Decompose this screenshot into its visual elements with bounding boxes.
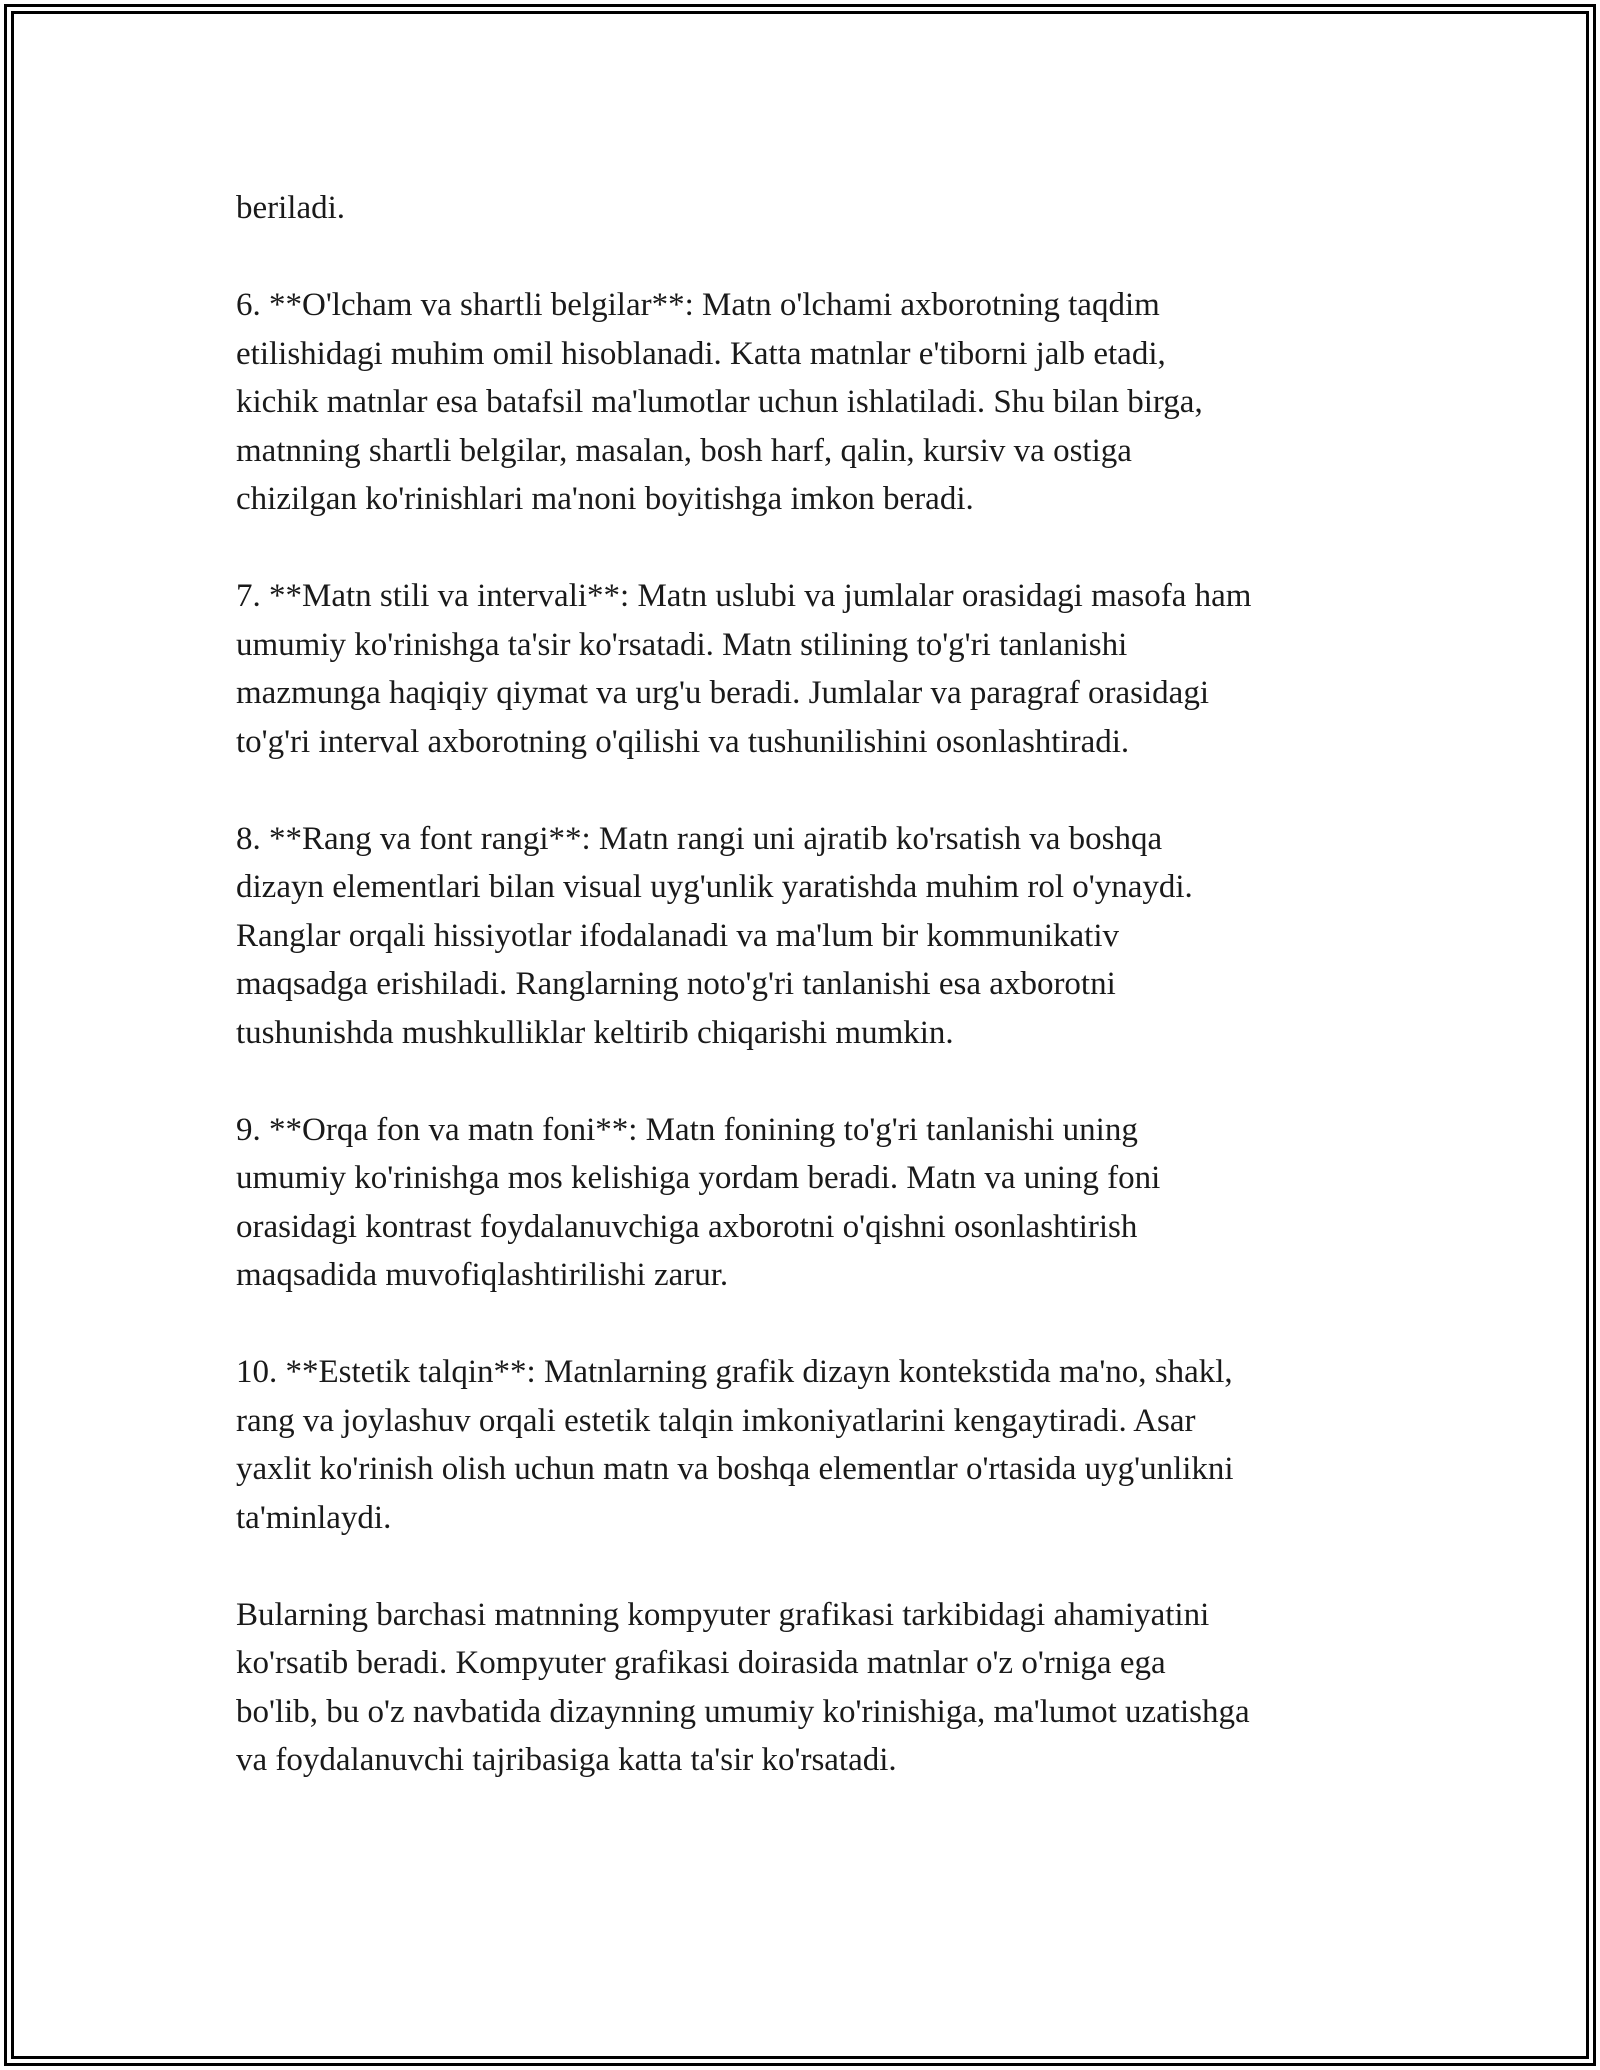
paragraph-item-8: 8. **Rang va font rangi**: Matn rangi uni ajratib ko'rsatish va boshqa dizayn elementlari bilan visual uyg'unlik yaratishda muhim rol o'ynaydi. Ranglar orqali hissiyotlar ifodalanadi va ma'lum bir kommunikativ maqsadga erishiladi. Ranglarning noto'g'ri tanlanishi esa axborotni tushunishda mushkulliklar keltirib chiqarishi mumkin.	[236, 820, 1193, 1051]
paragraph-item-9: 9. **Orqa fon va matn foni**: Matn fonining to'g'ri tanlanishi uning umumiy ko'rinishga mos kelishiga yordam beradi. Matn va uning foni orasidagi kontrast foydalanuvchiga axborotni o'qishni osonlashtirish maqsadida muvofiqlashtirilishi zarur.	[236, 1111, 1161, 1293]
paragraph-conclusion: Bularning barchasi matnning kompyuter grafikasi tarkibidagi ahamiyatini ko'rsatib beradi. Kompyuter grafikasi doirasida matnlar o'z o'rniga ega bo'lib, bu o'z navbatida dizaynning umumiy ko'rinishiga, ma'lumot uzatishga va foydalanuvchi tajribasiga katta ta'sir ko'rsatadi.	[236, 1596, 1250, 1778]
paragraph-continuation: beriladi.	[236, 190, 346, 226]
paragraph-item-6: 6. **O'lcham va shartli belgilar**: Matn o'lchami axborotning taqdim etilishidagi muhim omil hisoblanadi. Katta matnlar e'tiborni jalb etadi, kichik matnlar esa batafsil ma'lumotlar uchun ishlatiladi. Shu bilan birga, matnning shartli belgilar, masalan, bosh harf, qalin, kursiv va ostiga chizilgan ko'rinishlari ma'noni boyitishga imkon beradi.	[236, 287, 1203, 517]
page-content	[236, 184, 1396, 1833]
paragraph-item-10: 10. **Estetik talqin**: Matnlarning grafik dizayn kontekstida ma'no, shakl, rang va joylashuv orqali estetik talqin imkoniyatlarini kengaytiradi. Asar yaxlit ko'rinish olish uchun matn va boshqa elementlar o'rtasida uyg'unlikni ta'minlaydi.	[236, 1354, 1234, 1536]
paragraph-item-7: 7. **Matn stili va intervali**: Matn uslubi va jumlalar orasidagi masofa ham umumiy ko'rinishga ta'sir ko'rsatadi. Matn stilining to'g'ri tanlanishi mazmunga haqiqiy qiymat va urg'u beradi. Jumlalar va paragraf orasidagi to'g'ri interval axborotning o'qilishi va tushunilishini osonlashtiradi.	[236, 578, 1252, 760]
